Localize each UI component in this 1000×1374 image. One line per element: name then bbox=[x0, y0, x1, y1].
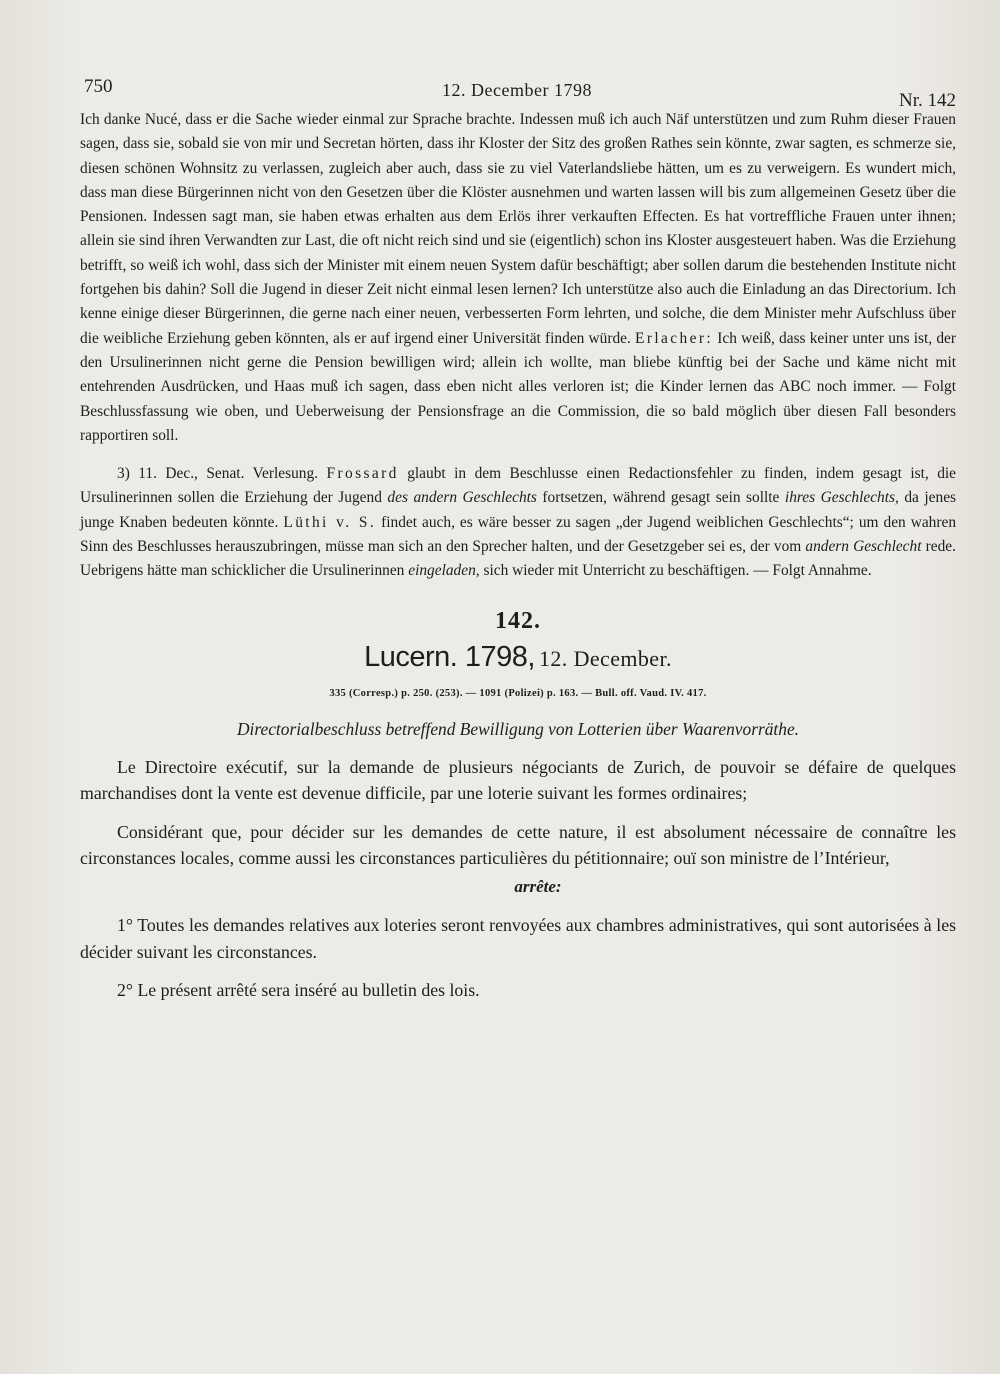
entry-number: Nr. 142 bbox=[899, 90, 956, 111]
article-2: 2° Le présent arrêté sera inséré au bulletin des lois. bbox=[117, 980, 480, 1001]
paragraph-text: Ich danke Nucé, dass er die Sache wieder einmal zur Sprache brachte. Indessen muß ich auch Näf unterstützen und zum Ruhm dieser Frauen sagen, dass sie, sobald sie von mir und Secretan hörten, dass ihr Kloster der Sitz des großen Rathes sein könnte, zwar sagten, es schmerze sie, diesen schönen Wohnsitz zu verlassen, zugleich aber auch, dass sie zu viel Vaterlandsliebe hätten, um es zu verweigern. Es wundert mich, dass man diese Bürgerinnen nicht von den Gesetzen über die Klöster ausnehmen und warten lassen will bis zum allgemeinen Gesetz über die Pensionen. Indessen sagt man, sie haben etwas erhalten aus dem Erlös ihrer verkauften Effecten. Es hat vortreffliche Frauen unter ihnen; allein sie sind ihren Verwandten zur Last, die oft nicht reich sind und sie (eigentlich) schon ins Kloster ausgesteuert haben. Was die Erziehung betrifft, so weiß ich wohl, dass sich der Minister mit einem neuen System dafür beschäftigt; aber sollen darum die bestehenden Institute nicht fortgehen bis dahin? Soll die Jugend in dieser Zeit nicht einmal lesen lernen? Ich unterstütze also auch die Einladung an das Directorium. Ich kenne einige dieser Bürgerinnen, die gerne nach einer neuen, verbesserten Form lehrten, und solche, die dem Minister mehr Aufschluss über die weibliche Erziehung geben könnten, als er auf irgend einer Universität finden würde. bbox=[80, 111, 956, 347]
paragraph-text: fortsetzen, während gesagt sein sollte bbox=[542, 489, 780, 507]
emphasis-text: andern Geschlecht bbox=[805, 538, 922, 556]
place-year: Lucern. 1798, bbox=[364, 640, 535, 673]
emphasis-text: eingeladen, bbox=[408, 562, 480, 580]
speaker-name: Frossard bbox=[326, 465, 399, 483]
speaker-name: Lüthi v. S. bbox=[283, 513, 377, 531]
paragraph-text: 3) 11. Dec., Senat. Verlesung. bbox=[117, 465, 319, 483]
emphasis-text: ihres Geschlechts, bbox=[784, 489, 899, 507]
arrete-heading: arrête: bbox=[514, 877, 562, 897]
entry-heading-number: 142. bbox=[495, 607, 541, 634]
source-references: 335 (Corresp.) p. 250. (253). — 1091 (Polizei) p. 163. — Bull. off. Vaud. IV. 417. bbox=[329, 687, 707, 699]
entry-subtitle: Directorialbeschluss betreffend Bewilligung von Lotterien über Waarenvorräthe. bbox=[236, 718, 800, 739]
page-number: 750 bbox=[84, 76, 113, 97]
article-1: 1° Toutes les demandes relatives aux loteries seront renvoyées aux chambres administratives, qui sont autorisées à les décider suivant les circonstances. bbox=[80, 915, 956, 962]
german-paragraph-1 bbox=[80, 108, 956, 448]
paragraph-text: findet auch, es wäre besser zu sagen „der Jugend weiblichen Geschlechts“; um den wahren Sinn des Beschlusses herauszubringen, müsse man sich an den Sprecher halten, und der Gesetzgeber sei es, der vom bbox=[80, 513, 957, 556]
paragraph-text: sich wieder mit Unterricht zu beschäftigen. — Folgt Annahme. bbox=[483, 562, 872, 580]
paragraph-text: da jenes junge Knaben bedeuten könnte. bbox=[80, 489, 957, 531]
running-header bbox=[80, 68, 956, 111]
french-paragraph-1: Le Directoire exécutif, sur la demande de plusieurs négociants de Zurich, de pouvoir se défaire de quelques marchandises dont la vente est devenue difficile, par une loterie suivant les formes ordinaires; bbox=[80, 756, 956, 804]
german-paragraph-2 bbox=[80, 462, 956, 583]
paragraph-text: glaubt in dem Beschlusse einen Redactionsfehler zu finden, indem gesagt ist, die Ursulinerinnen sollen die Erziehung der Jugend bbox=[80, 465, 956, 507]
entry-heading-place bbox=[80, 641, 956, 674]
paragraph-text: rede. Uebrigens hätte man schicklicher die Ursulinerinnen bbox=[80, 538, 956, 580]
header-date: 12. December 1798 bbox=[442, 80, 592, 100]
entry-date: 12. December. bbox=[538, 645, 672, 671]
paragraph-text: Ich weiß, dass keiner unter uns ist, der den Ursulinerinnen nicht gerne die Pension bewilligen wird; allein ich wollte, man bliebe künftig bei der Sache und käme nicht mit entehrenden Ausdrücken, und Haas muß ich sagen, dass eben nicht alles verloren ist; die Kinder lernen das ABC noch immer. — Folgt Beschlussfassung wie oben, und Ueberweisung der Pensionsfrage an die Commission, die so bald möglich über diesen Fall besonders rapportiren soll. bbox=[80, 329, 956, 444]
french-paragraph-2: Considérant que, pour décider sur les demandes de cette nature, il est absolument nécessaire de connaître les circonstances locales, comme aussi les circonstances particulières du pétitionnaire; ouï son ministre de l’Intérieur, bbox=[80, 821, 956, 869]
speaker-name: Erlacher: bbox=[635, 329, 714, 347]
emphasis-text: des andern Geschlechts bbox=[387, 489, 537, 507]
